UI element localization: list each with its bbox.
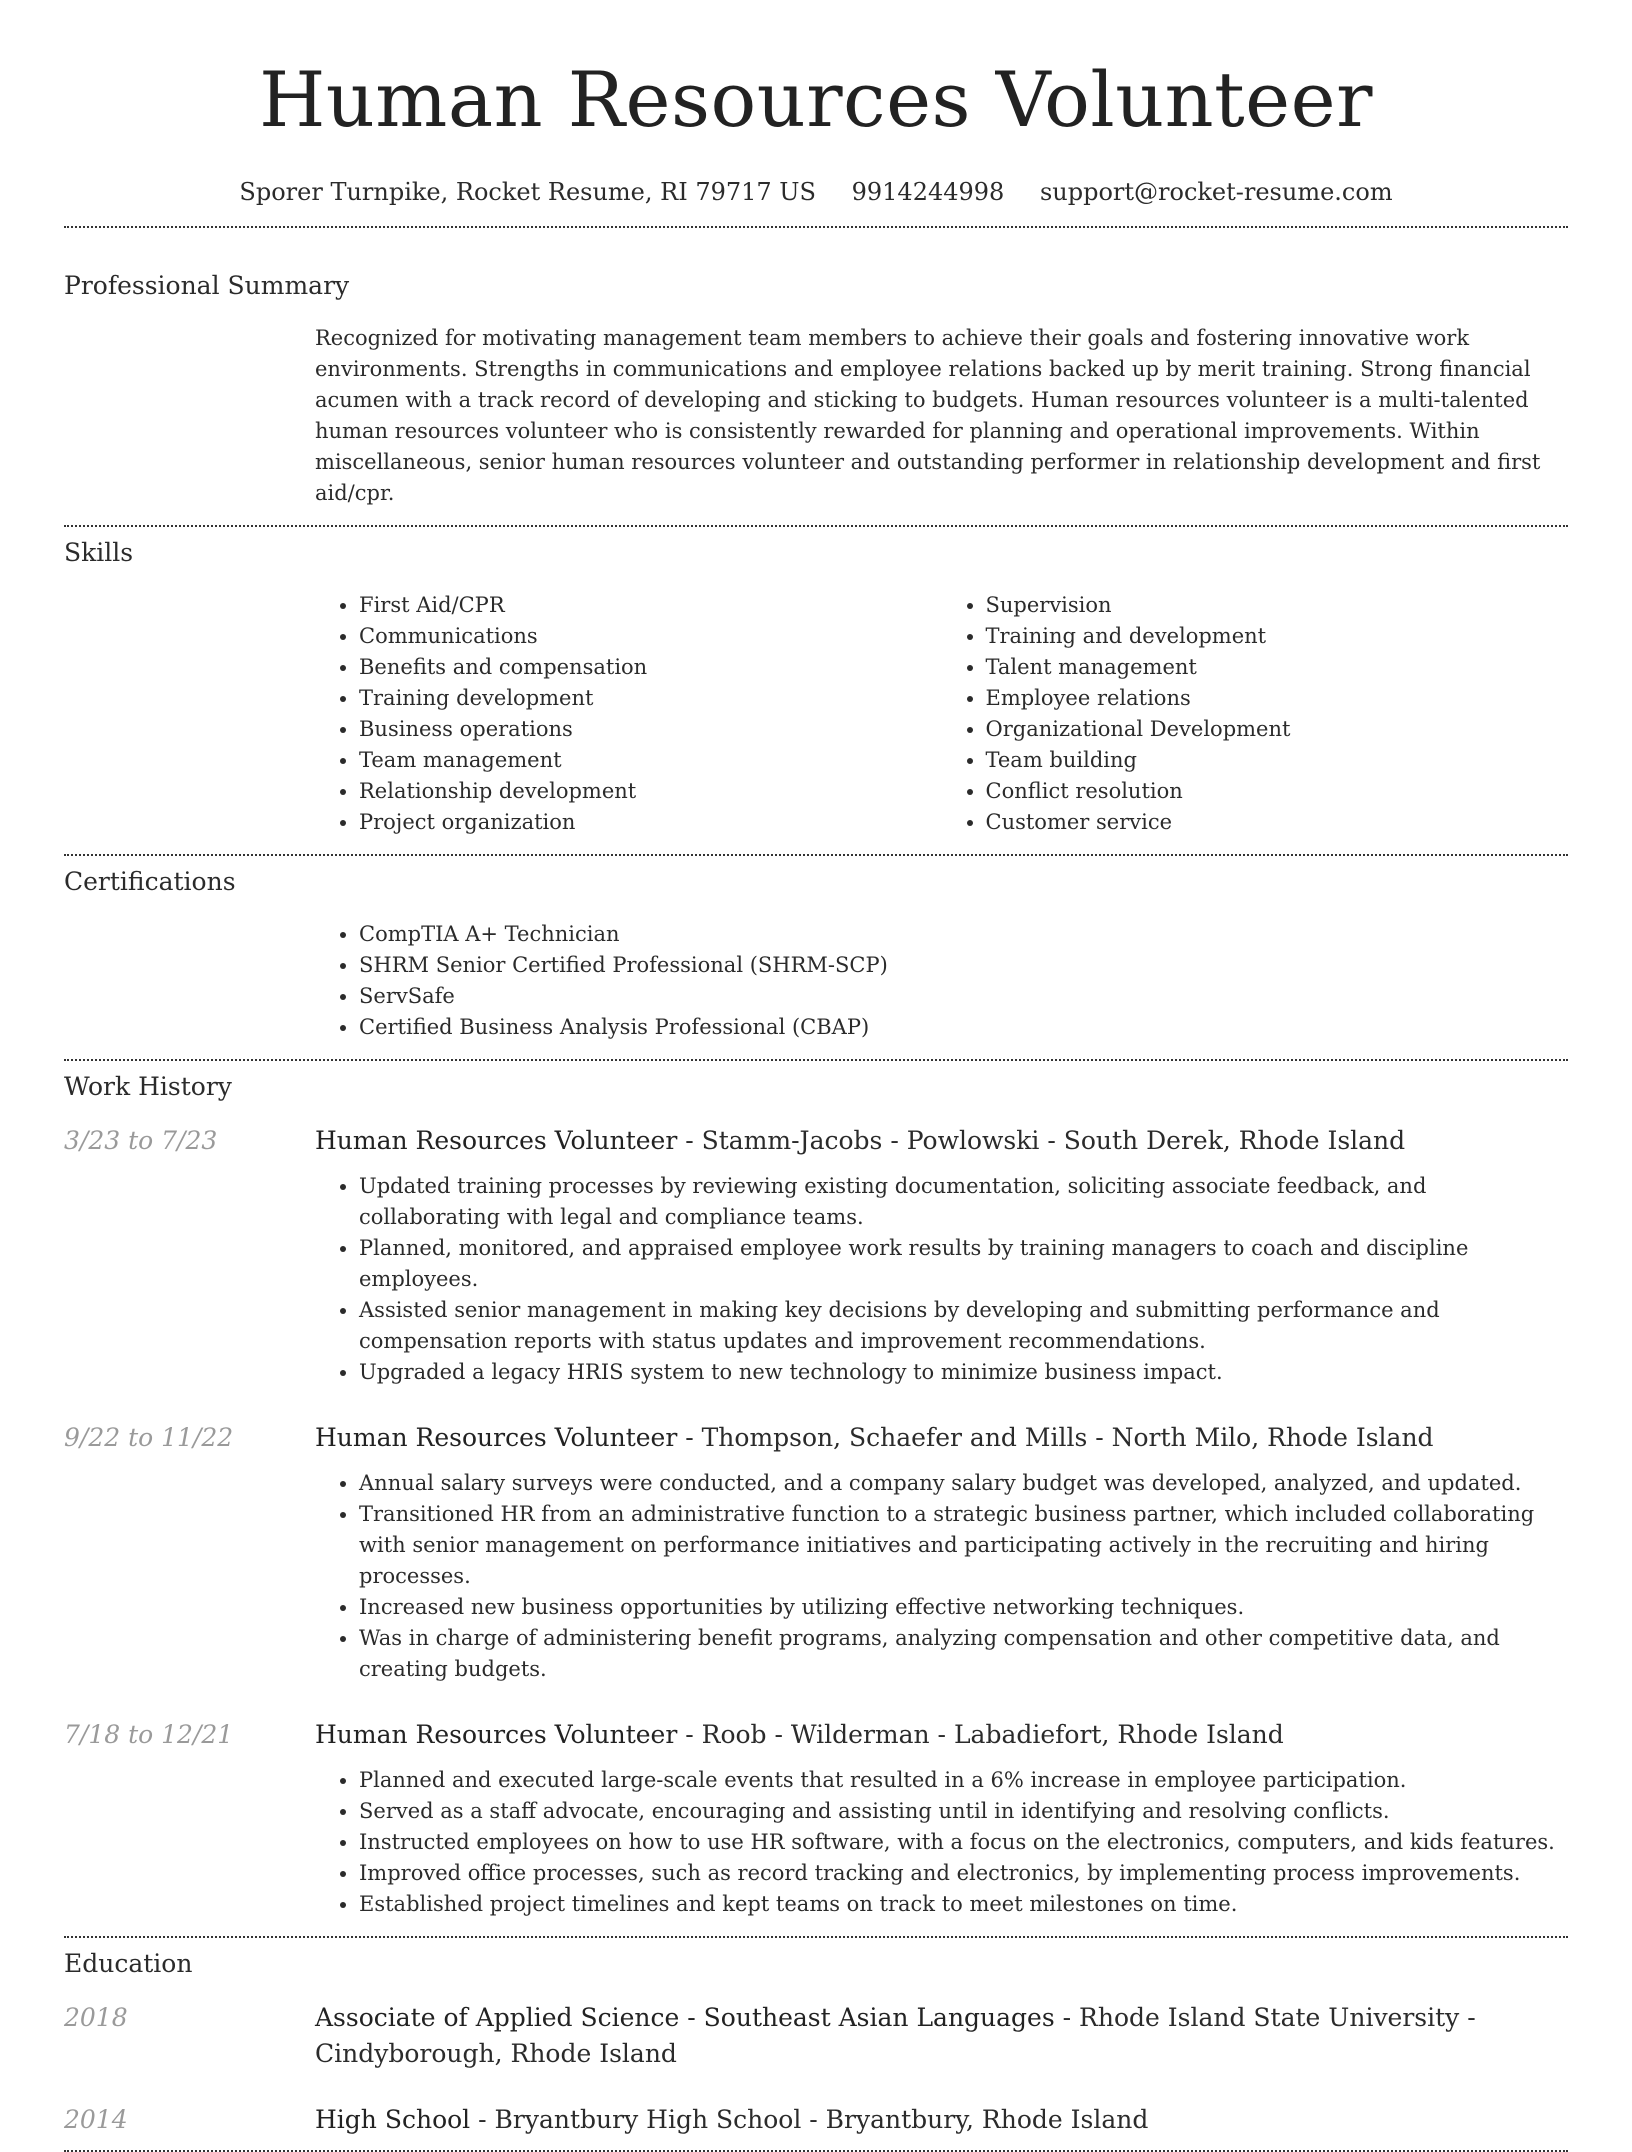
skill-item: • Benefits and compensation [359, 652, 942, 683]
education-heading-text [315, 2102, 1148, 2138]
certification-item: • ServSafe [359, 981, 1568, 1012]
job-entry [64, 1123, 1568, 1388]
education-entry [64, 2102, 1568, 2138]
job-entry [64, 1420, 1568, 1685]
education-degree: Associate of Applied Science - Southeast Asian Languages [315, 2003, 1055, 2032]
job-heading [315, 1717, 1284, 1753]
job-bullet: • Annual salary surveys were conducted, and a company salary budget was developed, analyzed, and updated. [359, 1468, 1568, 1499]
job-bullet-list [315, 1468, 1568, 1685]
job-dates: 3/23 to 7/23 [64, 1126, 218, 1155]
job-header-row [64, 1717, 1568, 1753]
job-dates: 9/22 to 11/22 [64, 1423, 234, 1452]
certification-item: • SHRM Senior Certified Professional (SHRM-SCP) [359, 950, 1568, 981]
job-bullet: • Established project timelines and kept teams on track to meet milestones on time. [359, 1889, 1568, 1920]
job-heading [315, 1420, 1434, 1456]
certification-item: • CompTIA A+ Technician [359, 919, 1568, 950]
education-details: - Rhode Island State University - Cindyborough, Rhode Island [315, 2003, 1476, 2068]
job-details: - Roob - Wilderman - Labadiefort, Rhode Island [677, 1720, 1284, 1749]
job-title: Human Resources Volunteer [315, 1423, 678, 1452]
skill-item: • Team management [359, 745, 942, 776]
job-bullet: • Assisted senior management in making key decisions by developing and submitting performance and compensation reports with status updates and improvement recommendations. [359, 1295, 1568, 1357]
skill-item: • Talent management [986, 652, 1569, 683]
section-divider [64, 1936, 1568, 1938]
job-header-row [64, 1123, 1568, 1159]
skill-item: • Project organization [359, 807, 942, 838]
job-bullet: • Instructed employees on how to use HR software, with a focus on the electronics, computers, and kids features. [359, 1827, 1568, 1858]
education-degree: High School [315, 2105, 471, 2134]
job-heading [315, 1123, 1405, 1159]
skill-item: • First Aid/CPR [359, 590, 942, 621]
job-details: - Stamm-Jacobs - Powlowski - South Derek, Rhode Island [677, 1126, 1406, 1155]
skills-heading: Skills [64, 538, 134, 567]
contact-line [64, 176, 1568, 208]
skill-item: • Employee relations [986, 683, 1569, 714]
section-divider [64, 226, 1568, 228]
education-entry [64, 2000, 1568, 2072]
summary-heading: Professional Summary [64, 271, 350, 300]
summary-text: Recognized for motivating management team members to achieve their goals and fostering innovative work environments. Strengths in communications and employee relations backed up by merit training. Strong financial acumen with a track record of developing and sticking to budgets. Human resources volunteer is a multi-talented human resources volunteer who is consistently rewarded for planning and operational improvements. Within miscellaneous, senior human resources volunteer and outstanding performer in relationship development and first aid/cpr. [315, 326, 1541, 505]
certification-item: • Certified Business Analysis Professional (CBAP) [359, 1012, 1568, 1043]
job-bullet: • Improved office processes, such as record tracking and electronics, by implementing process improvements. [359, 1858, 1568, 1889]
education-year: 2018 [64, 2003, 128, 2032]
education-year: 2014 [64, 2105, 128, 2134]
job-bullet-list [315, 1765, 1568, 1920]
job-bullet: • Upgraded a legacy HRIS system to new technology to minimize business impact. [359, 1357, 1568, 1388]
job-entry [64, 1717, 1568, 1920]
job-title: Human Resources Volunteer [315, 1126, 678, 1155]
work-history-heading: Work History [64, 1072, 232, 1101]
job-bullet-list [315, 1171, 1568, 1388]
resume-page [64, 0, 1568, 2152]
summary-section [315, 323, 1568, 509]
skill-item: • Business operations [359, 714, 942, 745]
job-bullets [315, 1468, 1568, 1685]
job-dates: 7/18 to 12/21 [64, 1720, 234, 1749]
skills-list-right [942, 590, 1569, 838]
skill-item: • Customer service [986, 807, 1569, 838]
section-divider [64, 1059, 1568, 1061]
skills-section [315, 590, 1568, 838]
contact-phone: 9914244998 [851, 178, 1005, 206]
certifications-section [315, 919, 1568, 1043]
job-bullets [315, 1765, 1568, 1920]
education-details: - Bryantbury High School - Bryantbury, Rhode Island [470, 2105, 1149, 2134]
job-bullet: • Increased new business opportunities by utilizing effective networking techniques. [359, 1592, 1568, 1623]
contact-email: support@rocket-resume.com [1039, 178, 1393, 206]
education-heading-text [315, 2000, 1568, 2072]
job-bullet: • Transitioned HR from an administrative function to a strategic business partner, which included collaborating with senior management on performance initiatives and participating actively in the recruiting and hiring processes. [359, 1499, 1568, 1592]
skill-item: • Training and development [986, 621, 1569, 652]
job-bullet: • Served as a staff advocate, encouraging and assisting until in identifying and resolving conflicts. [359, 1796, 1568, 1827]
job-details: - Thompson, Schaefer and Mills - North Milo, Rhode Island [677, 1423, 1434, 1452]
job-bullet: • Planned, monitored, and appraised employee work results by training managers to coach and discipline employees. [359, 1233, 1568, 1295]
skill-item: • Training development [359, 683, 942, 714]
skill-item: • Conflict resolution [986, 776, 1569, 807]
certifications-heading: Certifications [64, 867, 236, 896]
skill-item: • Supervision [986, 590, 1569, 621]
job-bullet: • Updated training processes by reviewing existing documentation, soliciting associate feedback, and collaborating with legal and compliance teams. [359, 1171, 1568, 1233]
education-heading: Education [64, 1949, 193, 1978]
contact-address: Sporer Turnpike, Rocket Resume, RI 79717 US [239, 178, 816, 206]
skill-item: • Organizational Development [986, 714, 1569, 745]
job-bullet: • Was in charge of administering benefit programs, analyzing compensation and other competitive data, and creating budgets. [359, 1623, 1568, 1685]
skills-list-left [315, 590, 942, 838]
section-divider [64, 525, 1568, 527]
resume-name: Human Resources Volunteer [259, 55, 1373, 144]
skill-item: • Relationship development [359, 776, 942, 807]
job-header-row [64, 1420, 1568, 1456]
section-divider [64, 854, 1568, 856]
skill-item: • Team building [986, 745, 1569, 776]
certifications-list [315, 919, 1568, 1043]
job-bullets [315, 1171, 1568, 1388]
skill-item: • Communications [359, 621, 942, 652]
job-bullet: • Planned and executed large-scale events that resulted in a 6% increase in employee participation. [359, 1765, 1568, 1796]
job-title: Human Resources Volunteer [315, 1720, 678, 1749]
